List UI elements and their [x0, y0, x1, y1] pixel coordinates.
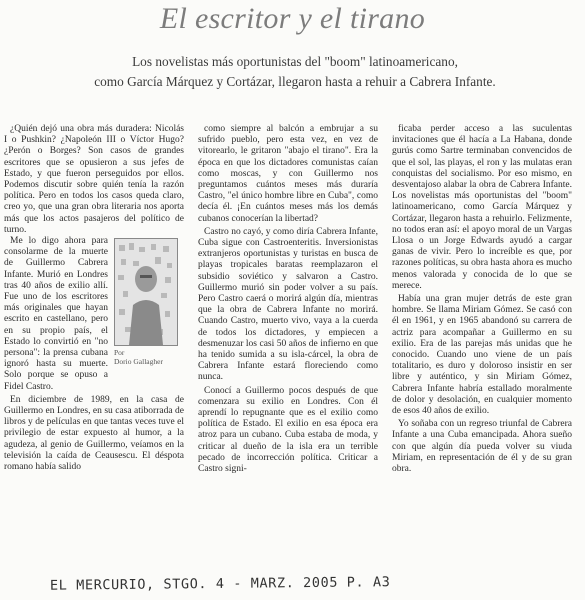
photo-caption-name: Dorio Gallagher: [114, 357, 163, 367]
author-photo: [114, 238, 178, 346]
article-title: El escritor y el tirano: [159, 2, 426, 35]
column-1: [4, 124, 184, 473]
column-1-paragraph-2: Me lo digo ahora para consolarme de la muerte de Guillermo Cabrera Infante. Murió en Londres tras 40 años de exilio allí. Fue uno de los escritores más originales que hayan escrito en castellano, pero en su propio país, el Estado lo convirtió en "no persona": la prensa cubana ignoró hasta su muerte. Solo porque se opuso a Fidel Castro.: [4, 236, 108, 392]
column-3-paragraph-3: Yo soñaba con un regreso triunfal de Cabrera Infante a una Cuba emancipada. Ahora sueño con que algún día pueda volver su viuda Miriam, en representación de él y de su gran obra.: [392, 419, 572, 475]
column-2-paragraph-2: Castro no cayó, y como diría Cabrera Infante, Cuba sigue con Castroenteritis. Inversionistas extranjeros oportunistas y turistas en busca de playas tropicales baratas reemplazaron el subsidio soviético y salvaron a Castro. Guillermo murió sin poder volver a su país. Pero Castro caerá o morirá algún día, mientras que la obra de Cabrera Infante no morirá. Cuando Castro, muerto vivo, vaya a la cuerda de todos los dictadores, y empiecen a desmenuzar los casi 50 años de infierno en que ha tenido sumida a su isla-cárcel, la obra de Cabrera Infante estará floreciendo como nunca.: [198, 226, 378, 383]
column-1-paragraph-1: ¿Quién dejó una obra más duradera: Nicolás I o Pushkin? ¿Napoleón III o Víctor Hugo? ¿Perón o Borges? Son casos de grandes escritores que se opusieron a sus jefes de Estado, y que fueron perseguidos por ellos. Podemos discutir sobre quién tenía la razón política. Pero en todos los casos queda claro, creo yo, que una gran obra literaria nos aporta más que los actos pasajeros del político de turno.: [4, 124, 184, 235]
column-2: [198, 124, 378, 475]
column-2-paragraph-1: como siempre al balcón a embrujar a su sufrido pueblo, pero esta vez, en vez de vitorearlo, le gritaron "abajo el tirano". Era la época en que los dictadores comunistas caían como moscas, y con Guillermo nos preguntamos cuántos meses más duraría Castro, "el único hombre libre en Cuba", como decía él. ¡En cuántos meses más los demás cubanos conocerían la libertad?: [198, 124, 378, 224]
subtitle-line-2: como García Márquez y Cortázar, llegaron hasta a rehuir a Cabrera Infante.: [94, 74, 496, 89]
photo-drawing: [115, 239, 177, 345]
column-3-paragraph-1: ficaba perder acceso a las suculentas invitaciones que él hacía a La Habana, donde gurús como Sartre terminaban convencidos de que el sol, las playas, el ron y las mulatas eran conquistas del socialismo. Por eso mismo, en desventajoso alabar la obra de Cabrera Infante. Los novelistas más oportunistas del "boom" latinoamericano, como García Márquez y Cortázar, llegaron hasta a rehuirlo. Felizmente, no todos eran así: el apoyo moral de un Vargas Llosa o un Jorge Edwards ayudó a cargar ganas de vivir. Pero lo increíble es que, por razones políticas, su obra hasta ahora es mucho menos valorada y conocida de lo que se merece.: [392, 124, 572, 291]
photo-caption: [114, 348, 184, 366]
subtitle-line-1: Los novelistas más oportunistas del "boom" latinoamericano,: [132, 54, 458, 69]
article-subtitle: [60, 52, 530, 92]
column-3-paragraph-2: Había una gran mujer detrás de este gran hombre. Se llama Miriam Gómez. Se casó con él en 1961, y en 1965 abandonó su carrera de actriz para acompañar a Guillermo en su exilio. Era de las parejas más unidas que he conocido. Cuando uno viene de un país totalitario, es duro y doloroso insistir en ser libre y auténtico, y sin Miriam Gómez, Cabrera Infante habría estallado moralmente de dolor y desolación, en cualquier momento de esos 40 años de exilio.: [392, 294, 572, 417]
handwritten-source-note: EL MERCURIO, STGO. 4 - MARZ. 2005 P. A3: [49, 574, 391, 594]
photo-caption-prefix: Por: [114, 348, 125, 358]
author-photo-block: [114, 238, 184, 370]
column-1-paragraph-3: En diciembre de 1989, en la casa de Guillermo en Londres, en su casa atiborrada de libros y de películas en que tantas veces tuve el privilegio de estar expuesto al humor, a la agudeza, al genio de Guillermo, veíamos en la televisión la caída de Ceausescu. El déspota romano había salido: [4, 394, 184, 473]
column-3: [392, 124, 572, 475]
column-2-paragraph-3: Conocí a Guillermo pocos después de que comenzara su exilio en Londres. Con él aprendí lo repugnante que es el exilio como política de Estado. El exilio en esa época era atroz para un cubano. Cuba estaba de moda, y criticar al dueño de la isla era un terrible pecado de incorrección política. Criticar a Castro signi-: [198, 385, 378, 475]
